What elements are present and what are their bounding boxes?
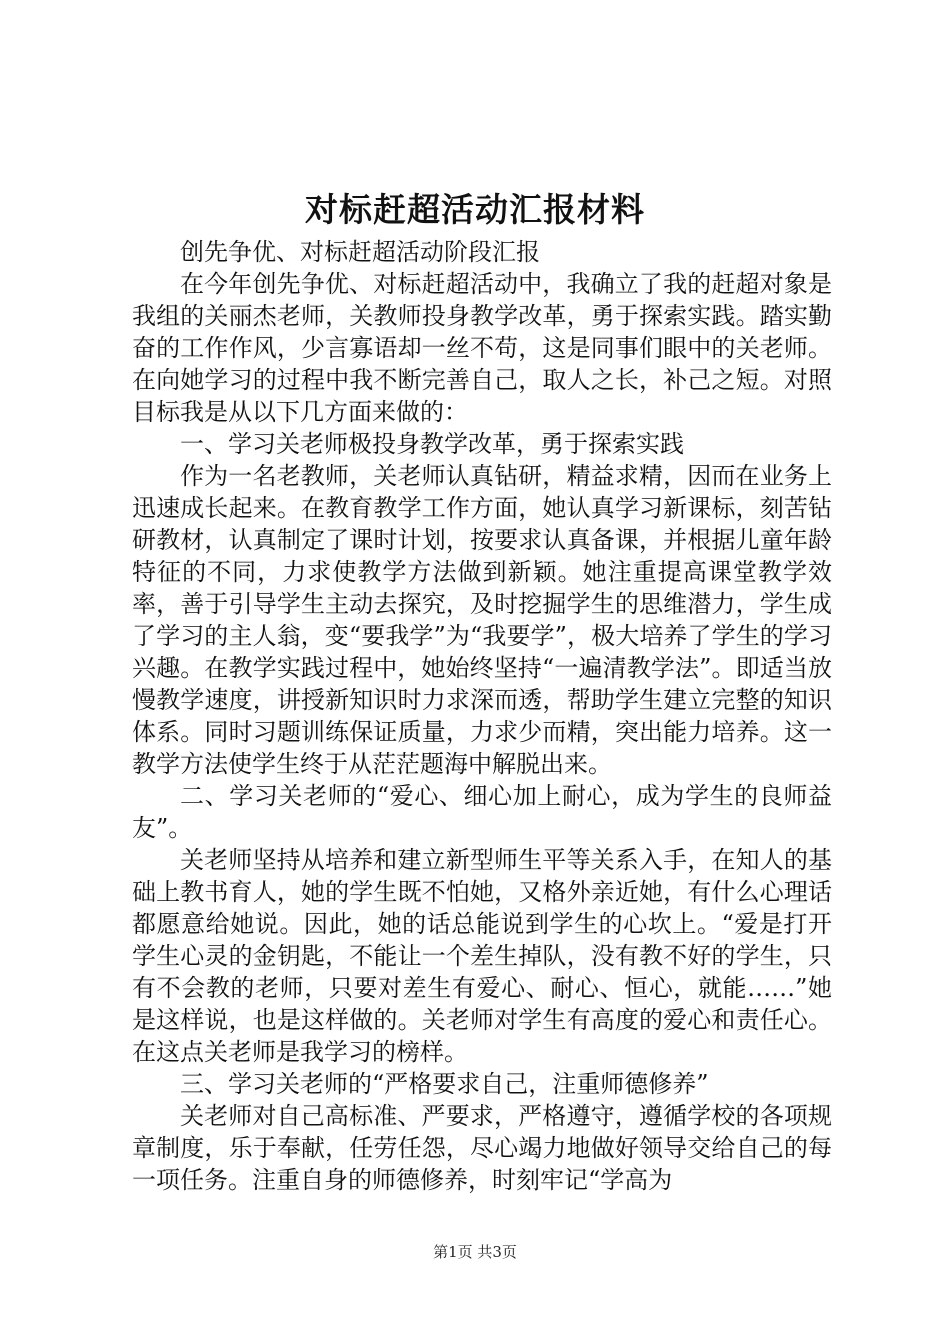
subtitle-paragraph: 创先争优、对标赶超活动阶段汇报 (180, 238, 540, 266)
body-paragraph: 关老师对自己高标准、严要求，严格遵守，遵循学校的各项规章制度，乐于奉献，任劳任怨，尽心竭力地做好领导交给自己的每一项任务。注重自身的师德修养，时刻牢记“学高为 (132, 1102, 832, 1194)
section-heading: 三、学习关老师的“严格要求自己，注重师德修养” (180, 1070, 709, 1098)
body-paragraph: 作为一名老教师，关老师认真钻研，精益求精，因而在业务上迅速成长起来。在教育教学工作方面，她认真学习新课标，刻苦钻研教材，认真制定了课时计划，按要求认真备课，并根据儿童年龄特征的不同，力求使教学方法做到新颖。她注重提高课堂教学效率，善于引导学生主动去探究，及时挖掘学生的思维潜力，学生成了学习的主人翁，变“要我学”为“我要学”，极大培养了学生的学习兴趣。在教学实践过程中，她始终坚持“一遍清教学法”。即适当放慢教学速度，讲授新知识时力求深而透，帮助学生建立完整的知识体系。同时习题训练保证质量，力求少而精，突出能力培养。这一教学方法使学生终于从茫茫题海中解脱出来。 (132, 462, 832, 778)
document-title: 对标赶超活动汇报材料 (305, 190, 645, 229)
page-footer: 第1页 共3页 (433, 1243, 517, 1261)
section-heading: 二、学习关老师的“爱心、细心加上耐心，成为学生的良师益友”。 (132, 782, 832, 842)
body-paragraph: 在今年创先争优、对标赶超活动中，我确立了我的赶超对象是我组的关丽杰老师，关教师投身教学改革，勇于探索实践。踏实勤奋的工作作风，少言寡语却一丝不苟，这是同事们眼中的关老师。在向她学习的过程中我不断完善自己，取人之长，补己之短。对照目标我是从以下几方面来做的： (132, 270, 832, 426)
document-body (132, 236, 832, 1196)
body-paragraph: 关老师坚持从培养和建立新型师生平等关系入手，在知人的基础上教书育人，她的学生既不怕她，又格外亲近她，有什么心理话都愿意给她说。因此，她的话总能说到学生的心坎上。“爱是打开学生心灵的金钥匙，不能让一个差生掉队，没有教不好的学生，只有不会教的老师，只要对差生有爱心、耐心、恒心，就能……”她是这样说，也是这样做的。关老师对学生有高度的爱心和责任心。在这点关老师是我学习的榜样。 (132, 846, 832, 1066)
section-heading: 一、学习关老师极投身教学改革，勇于探索实践 (180, 430, 684, 458)
